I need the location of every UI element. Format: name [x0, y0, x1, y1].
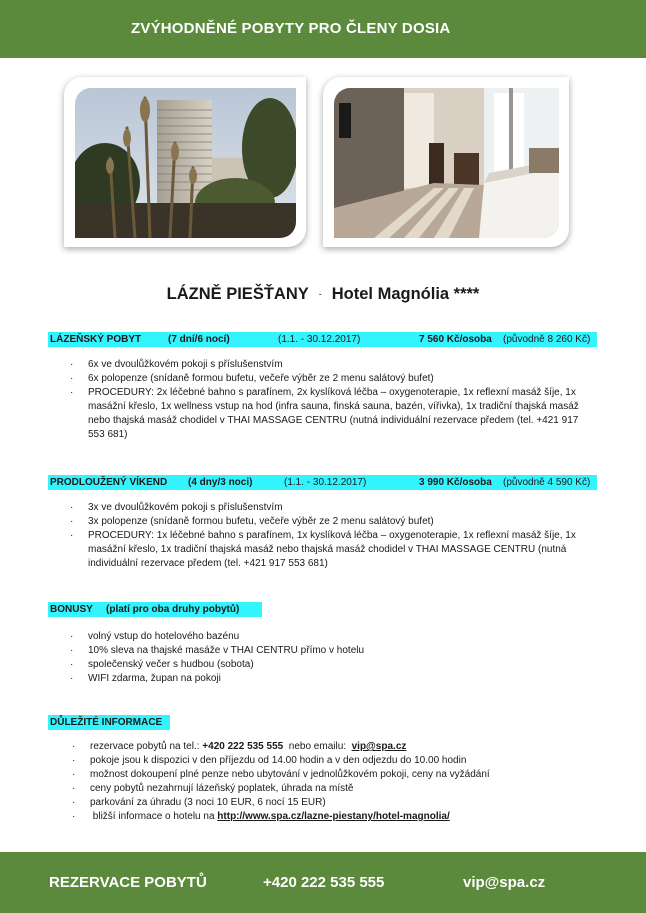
- spa-stay-dates: (1.1. - 30.12.2017): [278, 334, 361, 345]
- long-weekend-name: PRODLOUŽENÝ VÍKEND: [50, 477, 168, 488]
- long-weekend-dates: (1.1. - 30.12.2017): [284, 477, 367, 488]
- info-email-link[interactable]: vip@spa.cz: [351, 741, 407, 752]
- info-url-link[interactable]: http://www.spa.cz/lazne-piestany/hotel-magnolia/: [217, 811, 450, 822]
- spa-stay-bar: [48, 332, 597, 347]
- title-hotel: Hotel Magnólia ****: [331, 285, 480, 303]
- list-item: · 6x polopenze (snídaně formou bufetu, večeře výběr ze 2 menu salátový bufet): [70, 373, 434, 384]
- hotel-exterior-photo: [75, 88, 296, 238]
- long-weekend-nights: (4 dny/3 noci): [188, 477, 253, 488]
- long-weekend-price: 3 990 Kč/osoba: [419, 477, 492, 488]
- long-weekend-list: [70, 501, 596, 571]
- info-label: DŮLEŽITÉ INFORMACE: [50, 717, 163, 728]
- bonus-list: [70, 630, 596, 686]
- list-item: · společenský večer s hudbou (sobota): [70, 659, 254, 670]
- list-item: · 3x polopenze (snídaně formou bufetu, večeře výběr ze 2 menu salátový bufet): [70, 516, 434, 527]
- hotel-room-photo: [334, 88, 559, 238]
- bonus-label: BONUSY: [50, 604, 93, 615]
- list-item: · PROCEDURY: 1x léčebné bahno s parafínem, 1x kyslíková léčba – oxygenoterapie, 1x reflexní masáž šíje, 1x masážní křeslo, 1x tradiční thajská masáž nebo thajská masáž chodidel v THAI MASSAGE CENTRU (nutná individuální rezervace předem (tel. +421 917 553 681): [70, 530, 576, 569]
- title-location: LÁZNĚ PIEŠŤANY: [166, 285, 309, 303]
- title-separator: -: [318, 289, 322, 299]
- page-title: [0, 285, 646, 304]
- list-item: · parkování za úhradu (3 noci 10 EUR, 6 nocí 15 EUR): [72, 797, 326, 808]
- list-item: · ceny pobytů nezahrnují lázeňský poplatek, úhrada na místě: [72, 783, 354, 794]
- header-title: ZVÝHODNĚNÉ POBYTY PRO ČLENY DOSIA: [131, 20, 451, 37]
- header-banner: [0, 0, 646, 58]
- footer-phone[interactable]: +420 222 535 555: [263, 874, 385, 891]
- long-weekend-bar: [48, 475, 597, 490]
- info-phone: +420 222 535 555: [202, 741, 284, 752]
- list-item: · bližší informace o hotelu na http://www.spa.cz/lazne-piestany/hotel-magnolia/: [72, 811, 450, 822]
- spa-stay-list: [70, 358, 596, 442]
- list-item: · 6x ve dvoulůžkovém pokoji s příslušenstvím: [70, 359, 283, 370]
- hotel-room-image: [334, 88, 559, 238]
- bonus-note: (platí pro oba druhy pobytů): [106, 604, 240, 615]
- hotel-exterior-image: [75, 88, 296, 238]
- list-item: · rezervace pobytů na tel.: +420 222 535 555 nebo emailu: vip@spa.cz: [72, 741, 407, 752]
- footer-banner: [0, 852, 646, 913]
- spa-stay-price: 7 560 Kč/osoba: [419, 334, 492, 345]
- bonus-bar: [48, 602, 262, 617]
- spa-stay-nights: (7 dní/6 nocí): [168, 334, 230, 345]
- footer-email[interactable]: vip@spa.cz: [463, 874, 546, 891]
- list-item: · pokoje jsou k dispozici v den příjezdu od 14.00 hodin a v den odjezdu do 10.00 hodin: [72, 755, 467, 766]
- info-list: [72, 740, 598, 824]
- spa-stay-name: LÁZEŇSKÝ POBYT: [50, 334, 142, 345]
- info-bar: [48, 715, 170, 730]
- list-item: · 10% sleva na thajské masáže v THAI CENTRU přímo v hotelu: [70, 645, 365, 656]
- list-item: · 3x ve dvoulůžkovém pokoji s příslušenstvím: [70, 502, 283, 513]
- list-item: · WIFI zdarma, župan na pokoji: [70, 673, 221, 684]
- footer-label: REZERVACE POBYTŮ: [49, 874, 207, 891]
- spa-stay-original-price: (původně 8 260 Kč): [503, 334, 591, 345]
- list-item: · možnost dokoupení plné penze nebo ubytování v jednolůžkovém pokoji, ceny na vyžádání: [72, 769, 490, 780]
- long-weekend-original-price: (původně 4 590 Kč): [503, 477, 591, 488]
- list-item: · PROCEDURY: 2x léčebné bahno s parafínem, 2x kyslíková léčba – oxygenoterapie, 1x reflexní masáž šíje, 1x masážní křeslo, 1x wellness vstup na hod (infra sauna, finská sauna, bazén, vířivka), 1x tradiční thajská masáž nebo thajská masáž chodidel v THAI MASSAGE CENTRU (nutná individuální rezervace předem (tel. +421 917 553 681): [70, 387, 579, 440]
- list-item: · volný vstup do hotelového bazénu: [70, 631, 240, 642]
